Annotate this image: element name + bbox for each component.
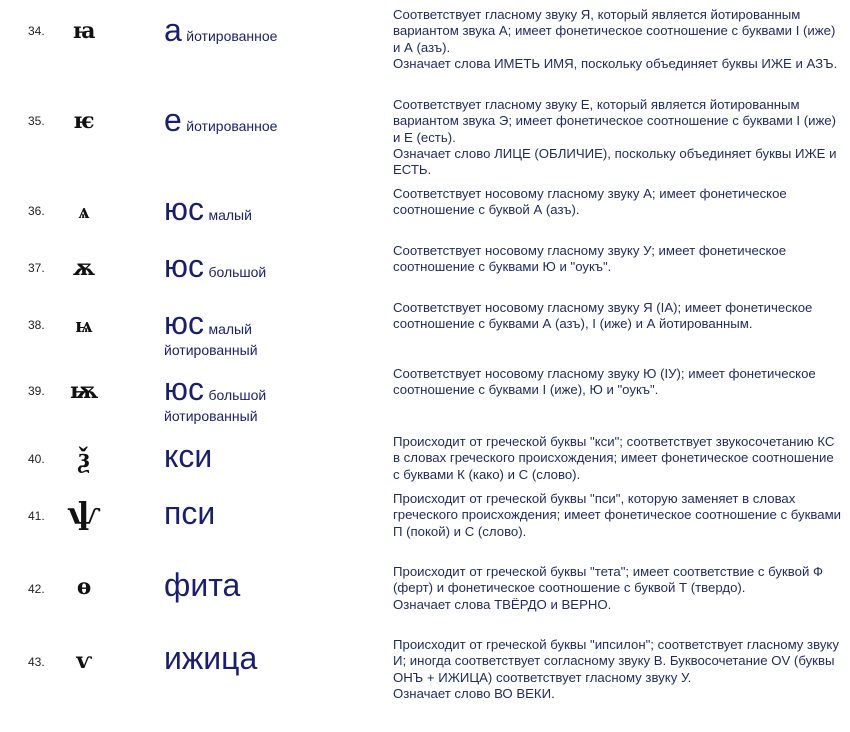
letter-name [164, 642, 257, 674]
letter-name-sub: йотированное [186, 118, 278, 134]
desc-paragraph: Означает слова ТВЁРДО и ВЕРНО. [393, 596, 612, 612]
glyph-image: ѧ [78, 198, 90, 224]
desc-paragraph: Соответствует носовому гласному звуку У; имеет фонетическое соотношение с буквами Ю и "оукъ". [393, 243, 787, 275]
letter-description [393, 637, 841, 702]
letter-name-main: юс [164, 371, 204, 407]
desc-paragraph: Означает слова ИМЕТЬ ИМЯ, поскольку объединяет буквы ИЖЕ и АЗЪ. [393, 55, 838, 71]
desc-paragraph: Происходит от греческой буквы "ипсилон"; соответствует гласному звуку И; иногда соответствует согласному звуку В. Буквосочетание ОV (буквы ОНЪ + ИЖИЦА) соответствует гласному звуку У. [393, 637, 839, 685]
glyph-image: ѩ [75, 312, 93, 338]
glyph-image: ѭ [69, 378, 99, 404]
letter-name-sub: малый [208, 321, 252, 337]
letter-description [393, 7, 841, 72]
letter-name-main: юс [164, 191, 204, 227]
letter-name-sub2: йотированный [164, 408, 258, 424]
letter-name-main: ижица [164, 640, 258, 676]
letter-name-sub2: йотированный [164, 342, 258, 358]
letter-description [393, 186, 841, 219]
letter-description [393, 366, 841, 399]
letter-name-main: е [164, 102, 182, 138]
letter-name-main: пси [164, 495, 216, 531]
letter-name-main: кси [164, 438, 213, 474]
row-number: 43. [28, 655, 45, 669]
row-number: 42. [28, 582, 45, 596]
glyph-image: ѵ [75, 648, 93, 674]
letter-name [164, 307, 252, 339]
letter-name-main: юс [164, 248, 204, 284]
desc-paragraph: Соответствует носовому гласному звуку А; имеет фонетическое соотношение с буквой А (азъ). [393, 186, 787, 218]
letter-name [164, 440, 212, 472]
row-number: 38. [28, 318, 45, 332]
letter-name [164, 569, 240, 601]
row-number: 41. [28, 509, 45, 523]
letter-description [393, 243, 841, 276]
letter-name [164, 497, 215, 529]
desc-paragraph: Происходит от греческой буквы "тета"; имеет соответствие с буквой Ф (ферт) и фонетическое соотношение с буквой Т (твердо). [393, 564, 824, 596]
letter-name [164, 14, 277, 46]
desc-paragraph: Означает слово ЛИЦЕ (ОБЛИЧИЕ), поскольку объединяет буквы ИЖЕ и ЕСТЬ. [393, 145, 837, 178]
letter-name-sub: йотированное [186, 28, 278, 44]
row-number: 36. [28, 204, 45, 218]
glyph-image: ѱ [67, 497, 101, 532]
letter-name [164, 250, 266, 282]
desc-paragraph: Соответствует носовому гласному звуку Ю (ІУ); имеет фонетическое соотношение с буквами І (иже), Ю и "оукъ". [393, 366, 816, 398]
desc-paragraph: Соответствует гласному звуку Е, который является йотированным вариантом звука Э; имеет фонетическое соотношение с буквами І (иже) и Е (есть). [393, 97, 837, 145]
desc-paragraph: Соответствует носовому гласному звуку Я (ІА); имеет фонетическое соотношение с буквами А (азъ), І (иже) и А йотированным. [393, 300, 813, 332]
letter-name [164, 373, 266, 405]
row-number: 39. [28, 384, 45, 398]
letter-description [393, 300, 841, 333]
row-number: 37. [28, 261, 45, 275]
letter-description [393, 434, 841, 483]
glyph-image: ѥ [73, 108, 95, 134]
glyph-image: ѳ [76, 574, 92, 600]
desc-paragraph: Означает слово ВО ВЕКИ. [393, 685, 555, 701]
letter-name [164, 193, 252, 225]
row-number: 40. [28, 452, 45, 466]
letter-name-sub: большой [208, 264, 267, 280]
desc-paragraph: Происходит от греческой буквы "пси", которую заменяет в словах греческого происхождения; имеет фонетическое соотношение с буквами П (покой) и С (слово). [393, 491, 842, 539]
letter-description [393, 491, 841, 540]
desc-paragraph: Происходит от греческой буквы "кси"; соответствует звукосочетанию КС в словах греческого происхождения; имеет фонетическое соотношение с буквами К (како) и С (слово). [393, 434, 835, 482]
letter-name-main: фита [164, 567, 241, 603]
letter-name-sub: большой [208, 387, 267, 403]
glyph-image: ѯ [78, 441, 90, 474]
letter-name [164, 104, 277, 136]
letter-name-main: а [164, 12, 182, 48]
glyph-image: ꙗ [72, 18, 96, 44]
letter-name-main: юс [164, 305, 204, 341]
letter-description [393, 564, 841, 613]
row-number: 35. [28, 114, 45, 128]
row-number: 34. [28, 24, 45, 38]
glyph-image: ѫ [72, 255, 96, 281]
desc-paragraph: Соответствует гласному звуку Я, который является йотированным вариантом звука А; имеет фонетическое соотношение с буквами І (иже) и А (азъ). [393, 7, 836, 55]
letter-name-sub: малый [208, 207, 252, 223]
letter-description [393, 97, 841, 178]
